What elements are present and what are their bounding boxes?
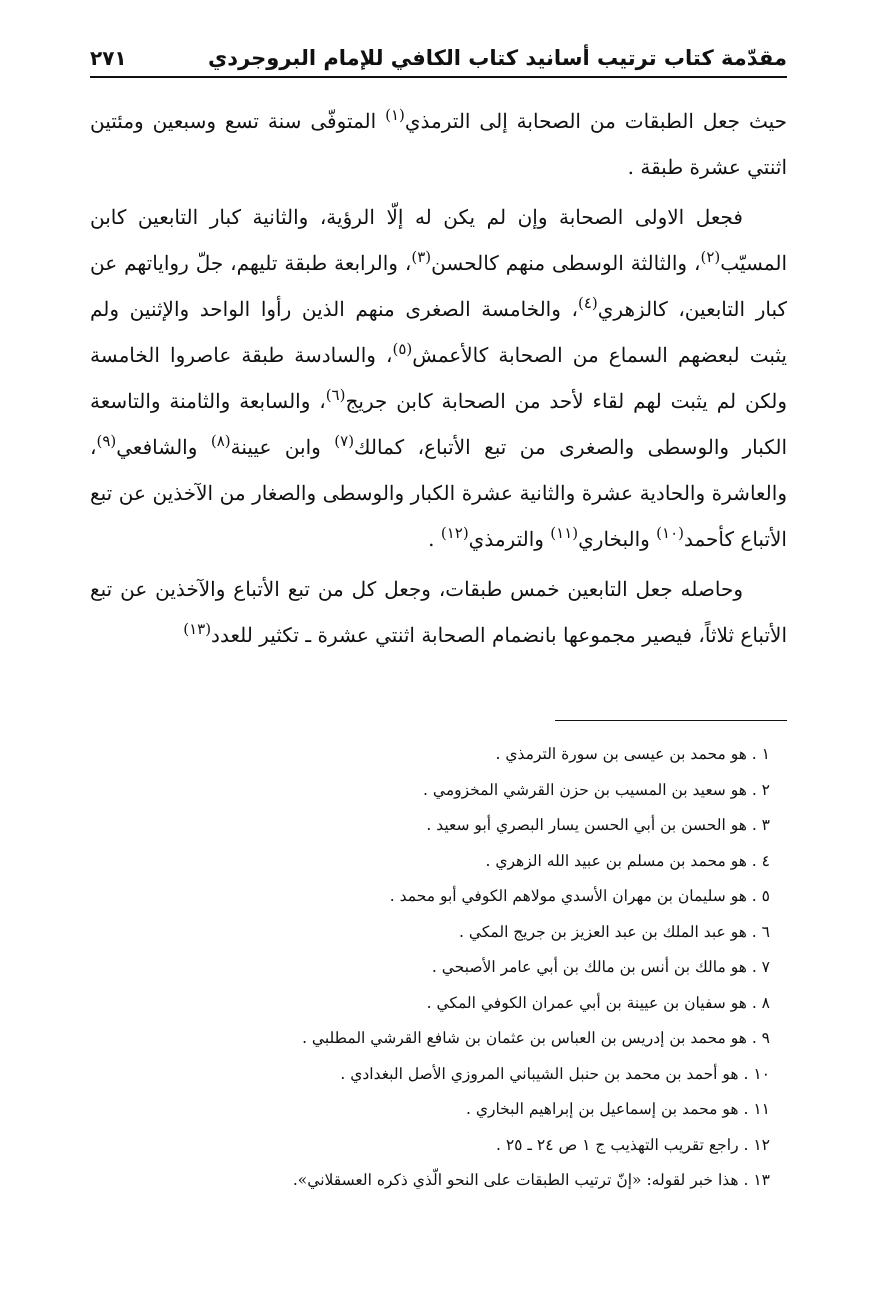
footnote-8: ٨ . هو سفيان بن عيينة بن أبي عمران الكوفي المكي .	[426, 993, 770, 1012]
footnote-10: ١٠ . هو أحمد بن محمد بن حنبل الشيباني المروزي الأصل البغدادي .	[340, 1064, 770, 1083]
footnote-9: ٩ . هو محمد بن إدريس بن العباس بن عثمان بن شافع القرشي المطلبي .	[302, 1029, 770, 1047]
footnote-13: ١٣ . هذا خبر لقوله: «إنّ ترتيب الطبقات على النحو الّذي ذكره العسقلاني».	[292, 1171, 770, 1189]
footnotes	[90, 737, 770, 1199]
footnote-ref-12: (١٢)	[440, 524, 469, 542]
text-run: فجعل الاولى الصحابة وإن لم يكن له إلّا الرؤية، والثانية كبار التابعين كابن المسيّب	[90, 205, 787, 275]
footnote-ref-13: (١٣)	[183, 620, 212, 638]
footnote-ref-2: (٢)	[700, 248, 721, 266]
text-run: والترمذي	[468, 527, 551, 551]
footnote-7: ٧ . هو مالك بن أنس بن مالك بن أبي عامر الأصبحي .	[431, 958, 770, 976]
text-run: حيث جعل الطبقات من الصحابة إلى الترمذي	[404, 109, 787, 133]
footnote-ref-7: (٧)	[334, 432, 355, 450]
page-number: ٢٧١	[90, 46, 127, 70]
footnote-separator	[555, 720, 787, 721]
paragraph-3	[90, 566, 787, 658]
text-run: المتوفّى سنة تسع وسبعين ومئتين اثنتي عشرة طبقة .	[90, 109, 787, 179]
text-run: ، والثالثة الوسطى منهم كالحسن	[431, 251, 701, 275]
footnote-2: ٢ . هو سعيد بن المسيب بن حزن القرشي المخزومي .	[423, 780, 770, 799]
footnote-4: ٤ . هو محمد بن مسلم بن عبيد الله الزهري .	[485, 851, 770, 870]
footnote-12: ١٢ . راجع تقريب التهذيب ج ١ ص ٢٤ ـ ٢٥ .	[495, 1135, 770, 1154]
text-run: ، والخامسة الصغرى منهم الذين رأوا الواحد والإثنين ولم يثبت لبعضهم السماع من الصحابة كالأعمش	[90, 297, 787, 367]
text-run: وحاصله جعل التابعين خمس طبقات، وجعل كل من تبع الأتباع والآخذين عن تبع الأتباع ثلاثاً، فيصير مجموعها بانضمام الصحابة اثنتي عشرة ـ تكثير للعدد	[90, 577, 787, 647]
footnote-ref-1: (١)	[385, 106, 405, 124]
footnote-ref-8: (٨)	[210, 432, 231, 450]
text-run: والبخاري	[578, 527, 657, 551]
header-title: مقدّمة كتاب ترتيب أسانيد كتاب الكافي للإمام البروجردي	[208, 46, 787, 70]
main-text	[90, 98, 787, 662]
footnote-ref-11: (١١)	[550, 524, 579, 542]
footnote-5: ٥ . هو سليمان بن مهران الأسدي مولاهم الكوفي أبو محمد .	[389, 887, 770, 905]
text-run: ، والسادسة طبقة عاصروا الخامسة ولكن لم يثبت لهم لقاء لأحد من الصحابة كابن جريج	[90, 343, 787, 413]
text-run: وابن عيينة	[230, 435, 335, 459]
footnote-ref-10: (١٠)	[656, 524, 684, 542]
paragraph-1	[90, 98, 787, 190]
text-run: ، والرابعة طبقة تليهم، جلّ رواياتهم عن كبار التابعين، كالزهري	[90, 251, 787, 321]
footnote-ref-3: (٣)	[411, 248, 432, 266]
footnote-11: ١١ . هو محمد بن إسماعيل بن إبراهيم البخاري .	[465, 1100, 770, 1118]
footnote-ref-9: (٩)	[96, 432, 117, 450]
running-header	[90, 30, 787, 78]
text-run: والشافعي	[116, 435, 211, 459]
text-run: ، والسابعة والثامنة والتاسعة الكبار والوسطى والصغرى من تبع الأتباع، كمالك	[90, 389, 788, 459]
text-run: ، والعاشرة والحادية عشرة والثانية عشرة الكبار والوسطى والصغار من الآخذين عن تبع الأتباع كأحمد	[90, 435, 787, 551]
footnote-6: ٦ . هو عبد الملك بن عبد العزيز بن جريج المكي .	[459, 922, 770, 941]
footnote-1: ١ . هو محمد بن عيسى بن سورة الترمذي .	[495, 745, 770, 763]
footnote-ref-6: (٦)	[325, 386, 346, 404]
text-run: .	[428, 527, 441, 551]
paragraph-2	[90, 194, 787, 562]
footnote-ref-5: (٥)	[392, 340, 413, 358]
footnote-ref-4: (٤)	[577, 294, 598, 312]
footnote-3: ٣ . هو الحسن بن أبي الحسن يسار البصري أبو سعيد .	[426, 816, 770, 834]
